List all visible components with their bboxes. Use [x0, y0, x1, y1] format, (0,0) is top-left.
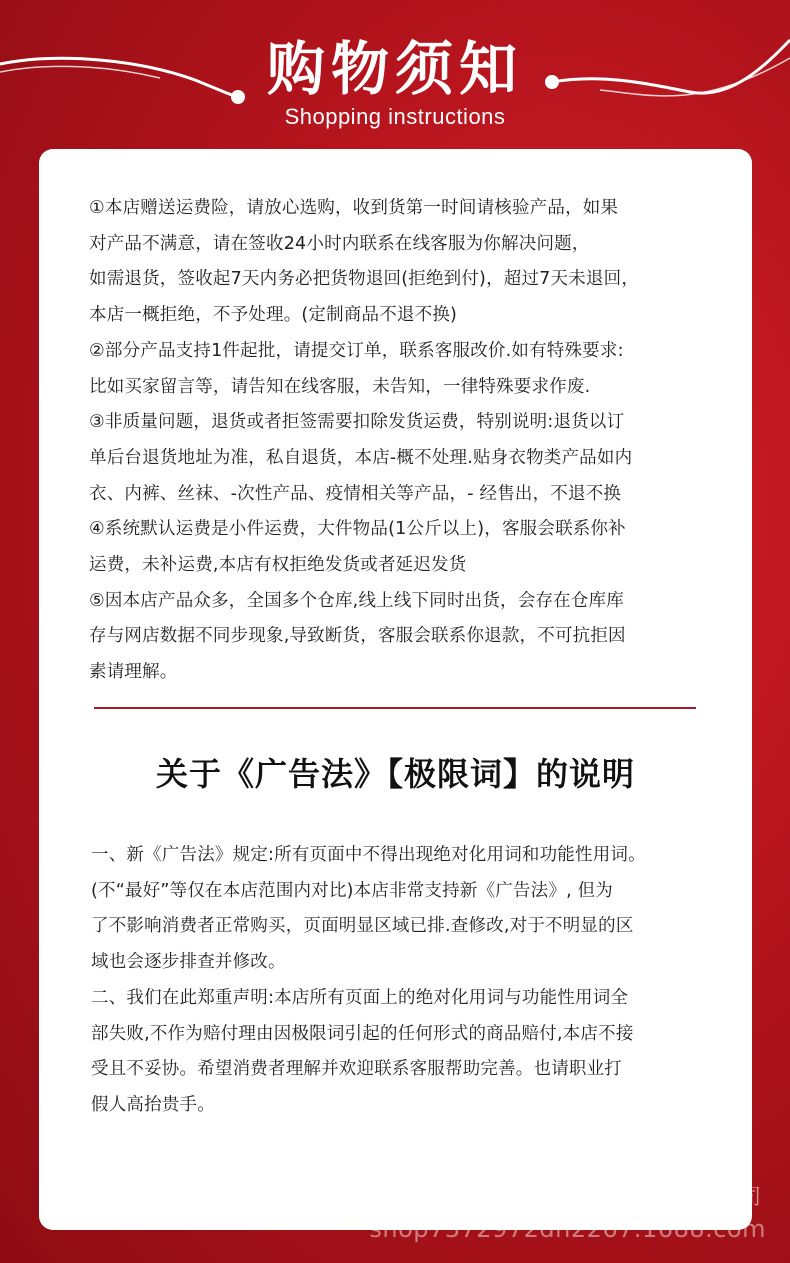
- law-line: 部失败,不作为赔付理由因极限词引起的任何形式的商品赔付,本店不接: [91, 1023, 634, 1044]
- notice-line: 素请理解。: [89, 662, 178, 683]
- watermark-shop-url: shop7372972dn2267.1688.com: [369, 1215, 766, 1243]
- law-section-text: [91, 838, 731, 1124]
- notice-line: 如需退货，签收起7天内务必把货物退回(拒绝到付)，超过7天未退回，: [89, 269, 640, 290]
- watermark-company: 广州贝利皮具科技有限公司: [498, 1185, 762, 1209]
- notice-line: 对产品不满意，请在签收24小时内联系在线客服为你解决问题，: [89, 233, 590, 254]
- law-line: (不“最好”等仅在本店范围内对比)本店非常支持新《广告法》, 但为: [91, 880, 614, 901]
- page-subtitle: Shopping instructions: [284, 104, 506, 129]
- instructions-card: [39, 149, 752, 1230]
- notice-line: 单后台退货地址为准，私自退货，本店-概不处理.贴身衣物类产品如内: [89, 447, 633, 468]
- law-line: 受且不妥协。希望消费者理解并欢迎联系客服帮助完善。也请职业打: [91, 1059, 622, 1080]
- law-line: 一、新《广告法》规定:所有页面中不得出现绝对化用词和功能性用词。: [91, 845, 646, 865]
- notice-line: ③非质量问题，退货或者拒签需要扣除发货运费，特别说明:退货以订: [89, 412, 625, 433]
- notice-line: 比如买家留言等，请告知在线客服，未告知，一律特殊要求作废.: [89, 376, 591, 397]
- law-line: 域也会逐步排查并修改。: [91, 952, 286, 973]
- notice-line: 本店一概拒绝，不予处理。(定制商品不退不换): [89, 305, 458, 326]
- notice-line: 运费，未补运费,本店有权拒绝发货或者延迟发货: [89, 555, 467, 576]
- law-line: 了不影响消费者正常购买，页面明显区域已排.查修改,对于不明显的区: [91, 916, 634, 937]
- shopping-notice-text: [89, 191, 719, 691]
- notice-line: ④系统默认运费是小件运费，大件物品(1公斤以上)，客服会联系你补: [89, 519, 626, 540]
- section-divider: [94, 707, 696, 709]
- law-line: 假人高抬贵手。: [91, 1094, 215, 1115]
- notice-line: 衣、内裤、丝袜、-次性产品、疫情相关等产品，- 经售出，不退不换: [89, 483, 622, 504]
- notice-line: ①本店赠送运费险，请放心选购，收到货第一时间请核验产品，如果: [89, 198, 619, 218]
- law-line: 二、我们在此郑重声明:本店所有页面上的绝对化用词与功能性用词全: [91, 987, 629, 1008]
- notice-line: 存与网店数据不同步现象,导致断货，客服会联系你退款，不可抗拒因: [89, 626, 626, 647]
- notice-line: ②部分产品支持1件起批，请提交订单，联系客服改价.如有特殊要求:: [89, 340, 624, 361]
- page-title: 购物须知: [266, 35, 523, 103]
- notice-line: ⑤因本店产品众多，全国多个仓库,线上线下同时出货，会存在仓库库: [89, 590, 624, 611]
- law-section-title: 关于《广告法》【极限词】的说明: [155, 755, 635, 793]
